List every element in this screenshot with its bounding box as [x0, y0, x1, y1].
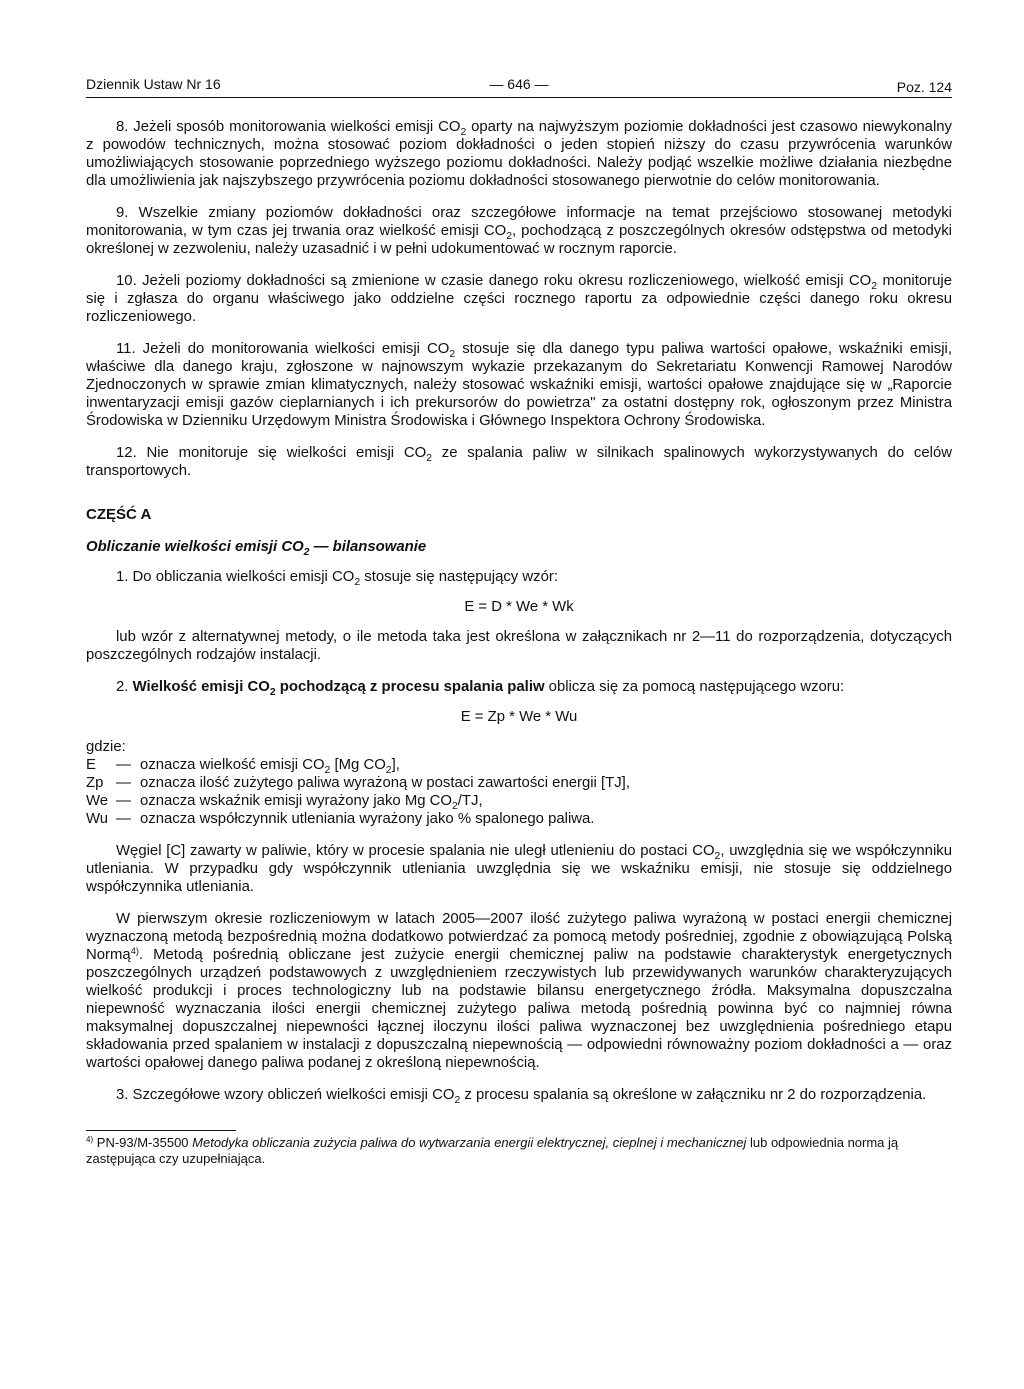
page-number: — 646 —: [489, 76, 549, 92]
paragraph-10: 10. Jeżeli poziomy dokładności są zmienione w czasie danego roku okresu rozliczeniowego, wielkość emisji $CO_2$ monitoruje się i zgłasza do organu właściwego jako oddzielne części rocznego raportu za odpowiednie części danego roku okresu rozliczeniowego.: [86, 273, 952, 325]
formula-2: E = Zp * We * Wu: [460, 709, 578, 725]
section-subtitle: Obliczanie wielkości emisji $CO_2$ — bilansowanie: [86, 539, 427, 558]
journal-title: Dziennik Ustaw Nr 16: [86, 76, 221, 92]
footnote: $^{4)}$ PN-93/M-35500 Metodyka obliczania zużycia paliwa do wytwarzania energii elektrycznej, cieplnej i mechanicznej lub odpowiednia norma ją zastępująca czy uzupełniająca.: [86, 1135, 899, 1166]
paragraph-first-period: W pierwszym okresie rozliczeniowym w latach 2005—2007 ilość zużytego paliwa wyrażoną w postaci energii chemicznej wyznaczoną metodą bezpośrednią można dodatkowo potwierdzać za pomocą metody pośredniej, zgodnie z obowiązującą Polską Normą$^{4)}$. Metodą pośrednią obliczane jest zużycie energii chemicznej paliw na podstawie charakterystyk energetycznych poszczególnych urządzeń podstawowych z uwzględnieniem rzeczywistych lub przewidywanych warunków charakteryzujących wielkość produkcji i proces technologiczny lub na podstawie bilansu energetycznego źródła. Maksymalna dopuszczalna niepewność wyznaczania ilości energii chemicznej zużytego paliwa metodą pośrednią powinna być co najmniej równa maksymalnej dopuszczalnej niepewności łącznej iloczynu ilości paliwa wyznaczonej bez uwzględnienia pośredniego etapu składowania przed spalaniem w instalacji z dopuszczalną niepewnością — odpowiedni równoważny poziom dokładności a — oraz wartości opałowej danego paliwa podanej z określoną niepewnością.: [86, 911, 952, 1071]
item-a1: 1. Do obliczania wielkości emisji $CO_2$ stosuje się następujący wzór:: [116, 569, 558, 588]
paragraph-wegiel: Węgiel [C] zawarty w paliwie, który w procesie spalania nie uległ utlenieniu do postaci $CO_2$, uwzględnia się we współczynniku utleniania. W przypadku gdy współczynnik utleniania uwzględnia się we wskaźniku emisji, nie stosuje się oddzielnego współczynnika utleniania.: [86, 843, 952, 895]
item-a1-after: lub wzór z alternatywnej metody, o ile metoda taka jest określona w załącznikach nr 2—11 do rozporządzenia, dotyczących poszczególnych rodzajów instalacji.: [86, 629, 952, 663]
section-title: CZĘŚĆ A: [86, 506, 152, 523]
definition-row: Wu — oznacza współczynnik utleniania wyrażony jako % spalonego paliwa.: [86, 811, 595, 827]
document-page: [86, 75, 952, 1167]
item-a2: 2. Wielkość emisji $CO_2$ pochodzącą z procesu spalania paliw oblicza się za pomocą następującego wzoru:: [116, 679, 845, 698]
definition-row: Zp — oznacza ilość zużytego paliwa wyrażoną w postaci zawartości energii [TJ],: [86, 775, 630, 791]
position-number: Poz. 124: [896, 79, 952, 95]
footnote-divider: [86, 1130, 236, 1131]
formula-1: E = D * We * Wk: [464, 599, 574, 615]
definition-row: We — oznacza wskaźnik emisji wyrażony jako Mg $CO_2/TJ$,: [86, 793, 483, 812]
paragraph-8: 8. Jeżeli sposób monitorowania wielkości emisji $CO_2$ oparty na najwyższym poziomie dokładności jest czasowo niewykonalny z powodów technicznych, można stosować poziom dokładności o jeden stopień niższy do czasu przywrócenia warunków umożliwiających stosowanie poprzedniego wyższego poziomu dokładności. Należy podjąć wszelkie możliwe działania niezbędne dla umożliwienia jak najszybszego przywrócenia poziomu dokładności stosowanego pierwotnie do celów monitorowania.: [86, 119, 952, 189]
paragraph-11: 11. Jeżeli do monitorowania wielkości emisji $CO_2$ stosuje się dla danego typu paliwa wartości opałowe, wskaźniki emisji, właściwe dla danego kraju, zgłoszone w najnowszym wykazie przekazanym do Sekretariatu Konwencji Ramowej Narodów Zjednoczonych w sprawie zmian klimatycznych, należy stosować wskaźniki emisji, wartości opałowe znajdujące się w „Raporcie inwentaryzacji emisji gazów cieplarnianych i ich prekursorów do powietrza" za ostatni dostępny rok, ogłoszonym przez Ministra Środowiska w Dzienniku Urzędowym Ministra Środowiska i Głównego Inspektora Ochrony Środowiska.: [86, 341, 952, 429]
paragraph-12: 12. Nie monitoruje się wielkości emisji $CO_2$ ze spalania paliw w silnikach spalinowych wykorzystywanych do celów transportowych.: [86, 445, 952, 479]
definition-row: E — oznacza wielkość emisji $CO_2$ [Mg $CO_2$],: [86, 757, 400, 776]
definition-list: [86, 756, 952, 828]
item-a3: 3. Szczegółowe wzory obliczeń wielkości emisji $CO_2$ z procesu spalania są określone w załączniku nr 2 do rozporządzenia.: [116, 1087, 927, 1106]
where-label: gdzie:: [86, 739, 126, 755]
paragraph-9: 9. Wszelkie zmiany poziomów dokładności oraz szczegółowe informacje na temat przejściowo stosowanej metodyki monitorowania, w tym czas jej trwania oraz wielkość emisji $CO_2$, pochodzącą z poszczególnych okresów odstępstwa od metodyki określonej w zezwoleniu, należy uzasadnić i w pełni udokumentować w rocznym raporcie.: [86, 205, 952, 257]
page-header: [86, 75, 952, 98]
